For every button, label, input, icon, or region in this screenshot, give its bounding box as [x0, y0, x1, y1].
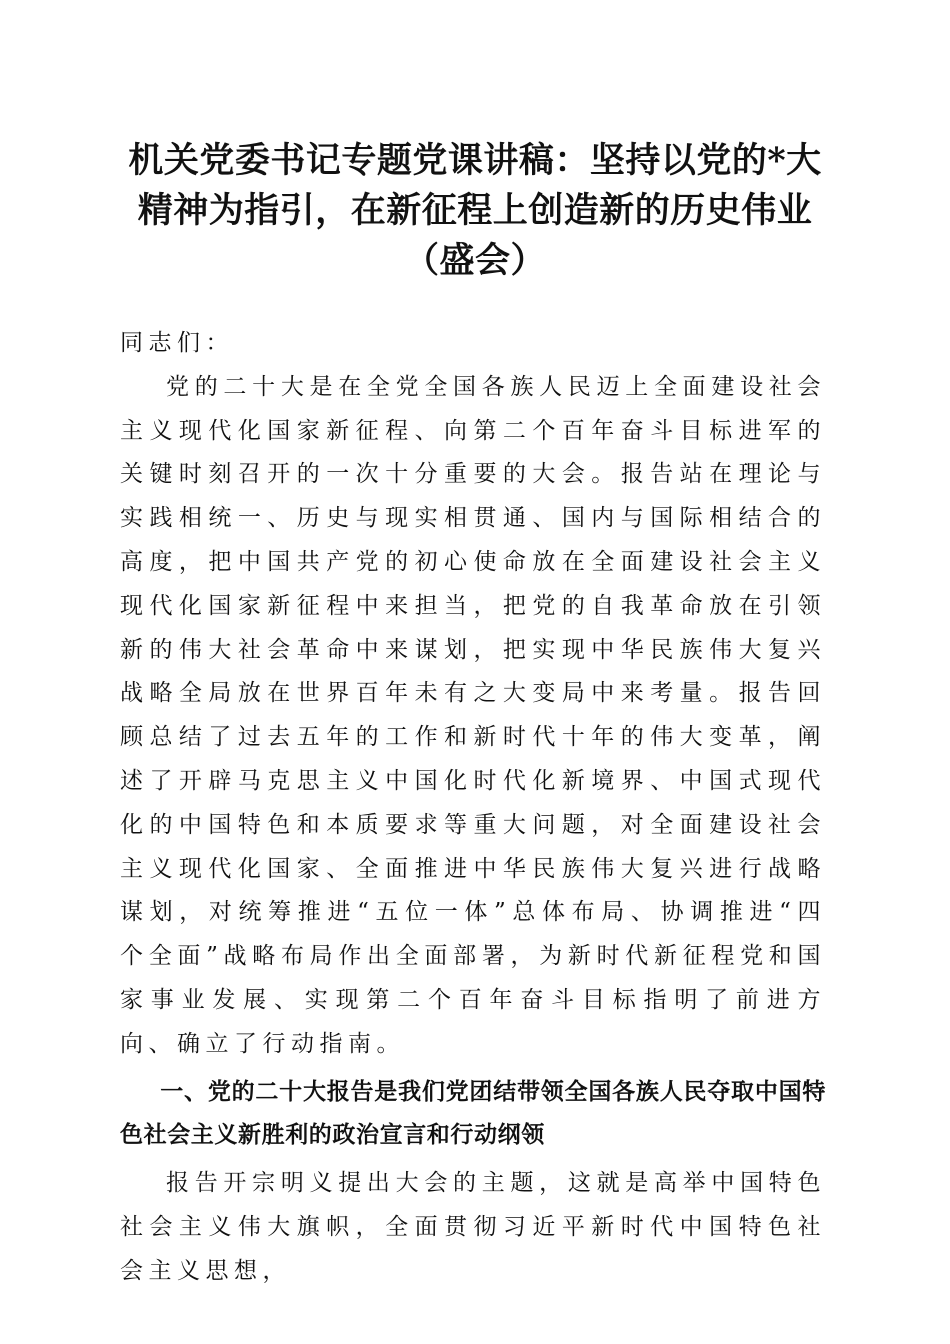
- salutation: 同志们：: [120, 330, 234, 356]
- title-line-3: （盛会）: [403, 240, 546, 281]
- document-title: [110, 136, 840, 286]
- title-line-1: 机关党委书记专题党课讲稿：坚持以党的*大: [128, 140, 822, 181]
- section-heading: 一、党的二十大报告是我们党团结带领全国各族人民夺取中国特色社会主义新胜利的政治宣言和行动纲领: [120, 1078, 826, 1149]
- intro-paragraph: 党的二十大是在全党全国各族人民迈上全面建设社会主义现代化国家新征程、向第二个百年奋斗目标进军的关键时刻召开的一次十分重要的大会。报告站在理论与实践相统一、历史与现实相贯通、国内与国际相结合的高度，把中国共产党的初心使命放在全面建设社会主义现代化国家新征程中来担当，把党的自我革命放在引领新的伟大社会革命中来谋划，把实现中华民族伟大复兴战略全局放在世界百年未有之大变局中来考量。报告回顾总结了过去五年的工作和新时代十年的伟大变革，阐述了开辟马克思主义中国化时代化新境界、中国式现代化的中国特色和本质要求等重大问题，对全面建设社会主义现代化国家、全面推进中华民族伟大复兴进行战略谋划，对统筹推进“五位一体”总体布局、协调推进“四个全面”战略布局作出全面部署，为新时代新征程党和国家事业发展、实现第二个百年奋斗目标指明了前进方向、确立了行动指南。: [120, 373, 826, 1057]
- title-line-2: 精神为指引，在新征程上创造新的历史伟业: [137, 190, 813, 231]
- document-body: [120, 322, 826, 1294]
- section-paragraph: 报告开宗明义提出大会的主题，这就是高举中国特色社会主义伟大旗帜，全面贯彻习近平新时代中国特色社会主义思想，: [120, 1170, 826, 1284]
